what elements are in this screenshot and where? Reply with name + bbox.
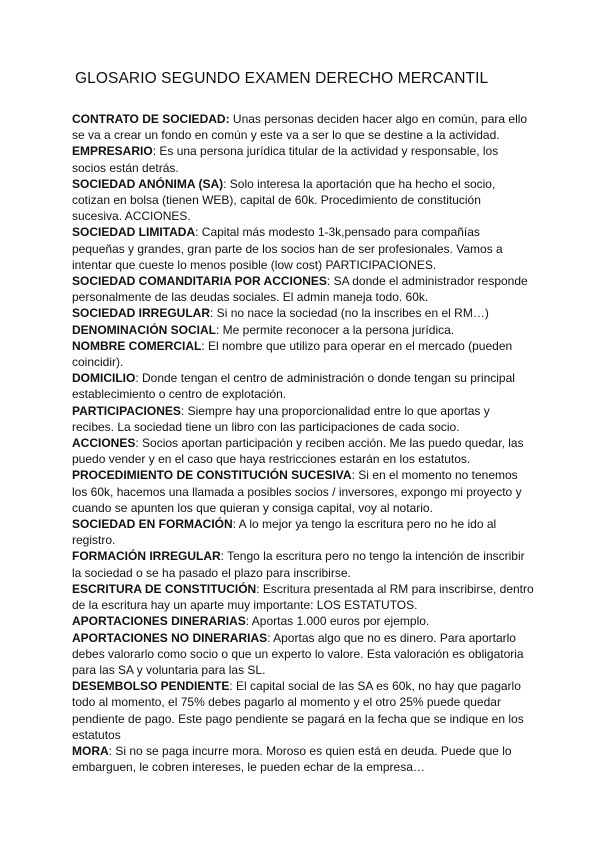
glossary-definition: : El capital social de las SA es 60k, no hay que pagarlo todo al momento, el 75% debes pagarlo al momento y el otro 25% puede quedar pendiente de pago. Este pago pendiente se pagará en la fecha que se indique en los estatutos <box>72 679 524 742</box>
glossary-definition: : Solo interesa la aportación que ha hecho el socio, cotizan en bolsa (tienen WEB), capital de 60k. Procedimiento de constitución sucesiva. ACCIONES. <box>72 176 496 224</box>
glossary-entry-sociedad-irregular <box>72 305 534 321</box>
glossary-entry-procedimiento-constitucion-sucesiva <box>72 467 534 516</box>
glossary-entry-acciones <box>72 435 534 467</box>
glossary-term: FORMACIÓN IRREGULAR <box>72 549 221 564</box>
glossary-entry-nombre-comercial <box>72 338 534 370</box>
glossary-term: SOCIEDAD COMANDITARIA POR ACCIONES <box>72 274 327 289</box>
glossary-term: DOMICILIO <box>72 371 136 386</box>
glossary-definition: : Aportas 1.000 euros por ejemplo. <box>245 614 430 629</box>
glossary-entry-sociedad-limitada <box>72 224 534 273</box>
glossary-entry-sociedad-en-formacion <box>72 516 534 548</box>
glossary-entry-escritura-de-constitucion <box>72 581 534 613</box>
glossary-definition: : El nombre que utilizo para operar en el mercado (pueden coincidir). <box>72 338 513 370</box>
glossary-entry-contrato-de-sociedad <box>72 111 534 143</box>
glossary-entry-formacion-irregular <box>72 548 534 580</box>
glossary-entry-aportaciones-dinerarias <box>72 613 534 629</box>
glossary-definition: Unas personas deciden hacer algo en común, para ello se va a crear un fondo en común y este va a ser lo que se destine a la actividad. <box>72 112 528 143</box>
glossary-definition: : Siempre hay una proporcionalidad entre lo que aportas y recibes. La sociedad tiene un libro con las participaciones de cada socio. <box>72 403 490 434</box>
glossary-entry-desembolso-pendiente <box>72 678 534 743</box>
glossary-term: ACCIONES <box>72 436 136 451</box>
glossary-term: PARTICIPACIONES <box>72 403 181 418</box>
glossary-definition: : Me permite reconocer a la persona jurídica. <box>216 322 455 337</box>
glossary-definition: : SA donde el administrador responde personalmente de las deudas sociales. El admin maneja todo. 60k. <box>72 274 528 305</box>
glossary-term: DESEMBOLSO PENDIENTE <box>72 679 230 694</box>
glossary-entry-denominacion-social <box>72 322 534 338</box>
glossary-entry-sociedad-comanditaria <box>72 273 534 305</box>
glossary-entry-aportaciones-no-dinerarias <box>72 630 534 679</box>
glossary-term: APORTACIONES NO DINERARIAS <box>72 630 268 645</box>
document-title: GLOSARIO SEGUNDO EXAMEN DERECHO MERCANTIL <box>75 70 489 87</box>
glossary-term: EMPRESARIO <box>72 144 153 159</box>
glossary-term: SOCIEDAD IRREGULAR <box>72 306 211 321</box>
glossary-definition: : Socios aportan participación y reciben acción. Me las puedo quedar, las puedo vender y en el caso que haya restricciones estarán en los estatutos. <box>72 436 524 467</box>
glossary-entry-mora <box>72 743 534 775</box>
glossary-definition: : Aportas algo que no es dinero. Para aportarlo debes valorarlo como socio o que un experto lo valore. Esta valoración es obligatoria para las SA y voluntaria para las SL. <box>72 630 524 677</box>
glossary-definition: : Tengo la escritura pero no tengo la intención de inscribir la sociedad o se ha pasado el plazo para inscribirse. <box>72 549 525 580</box>
glossary-entry-domicilio <box>72 370 534 402</box>
glossary-term: APORTACIONES DINERARIAS <box>72 614 246 629</box>
glossary-entry-empresario <box>72 143 534 175</box>
glossary-definition: : Si en el momento no tenemos los 60k, hacemos una llamada a posibles socios / inversores, expongo mi proyecto y cuando se apunten los que quieran y consiga capital, voy al notario. <box>72 468 522 515</box>
glossary-definition: : Si no se paga incurre mora. Moroso es quien está en deuda. Puede que lo embarguen, le cobren intereses, le pueden echar de la empresa… <box>72 743 512 775</box>
glossary-list <box>72 111 534 775</box>
glossary-definition: : Es una persona jurídica titular de la actividad y responsable, los socios están detrás. <box>72 144 499 175</box>
glossary-definition: : A lo mejor ya tengo la escritura pero no he ido al registro. <box>72 517 497 548</box>
glossary-term: PROCEDIMIENTO DE CONSTITUCIÓN SUCESIVA <box>72 468 352 483</box>
glossary-definition: : Escritura presentada al RM para inscribirse, dentro de la escritura hay un aparte muy importante: LOS ESTATUTOS. <box>72 581 534 613</box>
glossary-term: SOCIEDAD LIMITADA <box>72 225 196 240</box>
glossary-entry-participaciones <box>72 403 534 435</box>
glossary-term: CONTRATO DE SOCIEDAD: <box>72 112 230 126</box>
glossary-term: ESCRITURA DE CONSTITUCIÓN <box>72 581 257 596</box>
glossary-term: SOCIEDAD EN FORMACIÓN <box>72 517 233 532</box>
glossary-entry-sociedad-anonima <box>72 176 534 225</box>
glossary-term: SOCIEDAD ANÓNIMA (SA) <box>72 176 224 191</box>
glossary-term: DENOMINACIÓN SOCIAL <box>72 322 216 337</box>
glossary-definition: : Donde tengan el centro de administración o donde tengan su principal establecimiento o centro de explotación. <box>72 371 515 402</box>
glossary-term: NOMBRE COMERCIAL <box>72 338 202 353</box>
glossary-definition: : Si no nace la sociedad (no la inscribes en el RM…) <box>210 306 489 321</box>
glossary-definition: : Capital más modesto 1-3k,pensado para compañías pequeñas y grandes, gran parte de los socios han de ser profesionales. Vamos a intentar que cueste lo menos posible (low cost) PARTICIPACIONES. <box>72 225 503 272</box>
glossary-term: MORA <box>72 743 109 758</box>
